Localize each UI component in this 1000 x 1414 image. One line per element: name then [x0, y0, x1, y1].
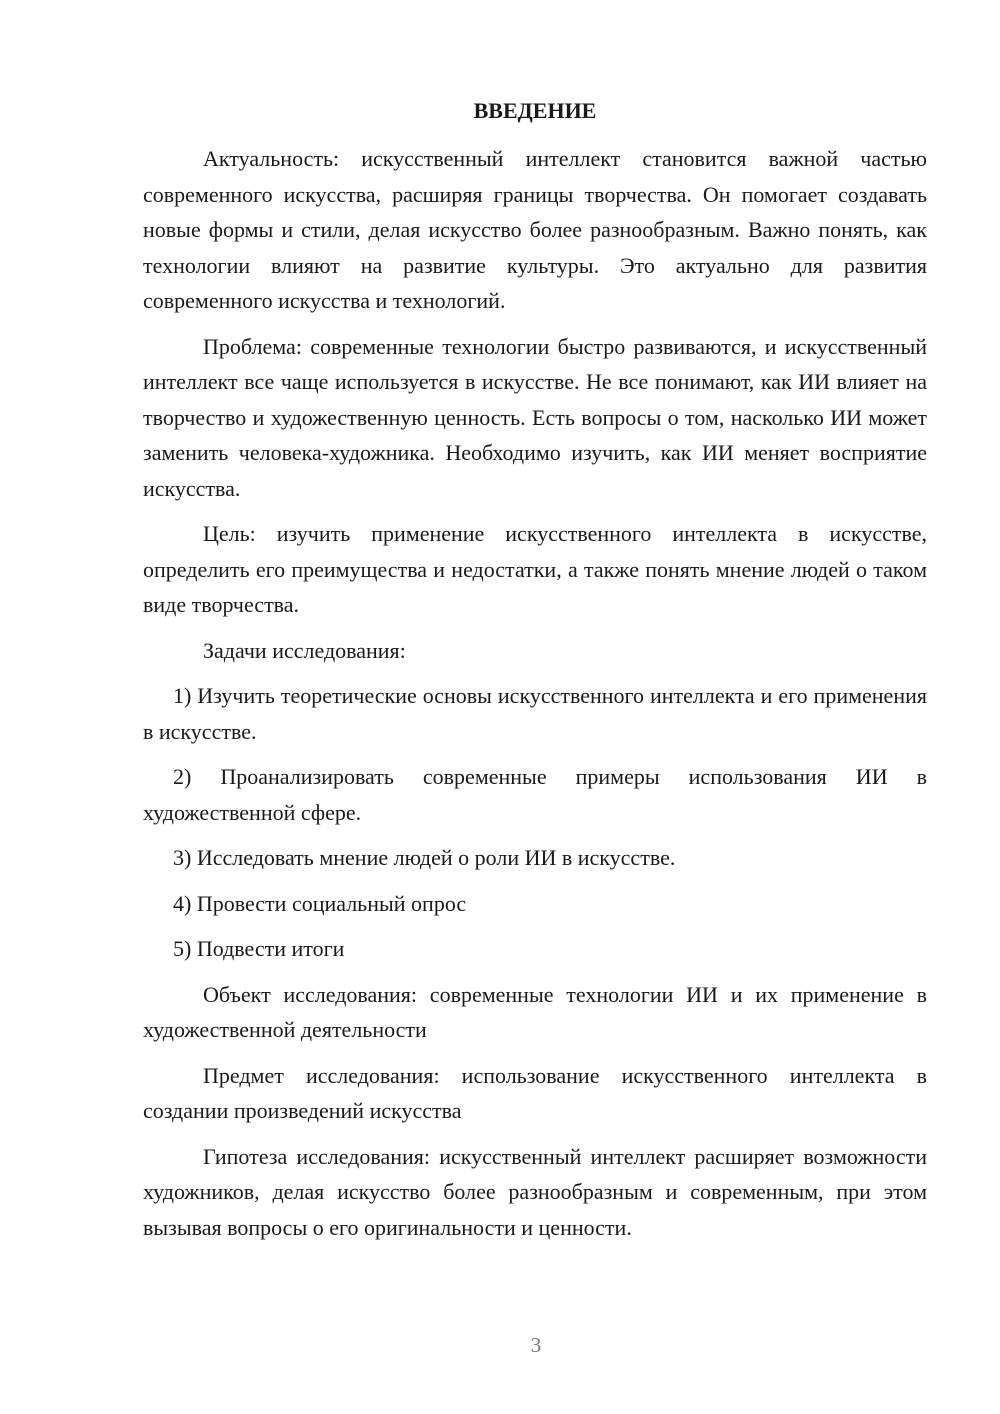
problem-paragraph: Проблема: современные технологии быстро развиваются, и искусственный интеллект все чаще используется в искусстве. Не все понимают, как ИИ влияет на творчество и художественную ценность. Есть вопросы о том, насколько ИИ может заменить человека-художника. Необходимо изучить, как ИИ меняет восприятие искусства.: [143, 333, 927, 501]
tasks-heading: Задачи исследования:: [203, 637, 406, 663]
task-item-3: 3) Исследовать мнение людей о роли ИИ в искусстве.: [173, 845, 676, 870]
goal-paragraph: Цель: изучить применение искусственного интеллекта в искусстве, определить его преимущества и недостатки, а также понять мнение людей о таком виде творчества.: [143, 521, 927, 617]
subject-paragraph: Предмет исследования: использование искусственного интеллекта в создании произведений искусства: [143, 1062, 927, 1123]
page-number: 3: [530, 1333, 542, 1357]
page-content: [143, 93, 927, 1255]
relevance-paragraph: Актуальность: искусственный интеллект становится важной частью современного искусства, расширяя границы творчества. Он помогает создавать новые формы и стили, делая искусство более разнообразным. Важно понять, как технологии влияют на развитие культуры. Это актуально для развития современного искусства и технологий.: [143, 146, 927, 313]
task-item-1: 1) Изучить теоретические основы искусственного интеллекта и его применения в искусстве.: [143, 683, 927, 744]
page-title: ВВЕДЕНИЕ: [473, 98, 597, 123]
task-item-4: 4) Провести социальный опрос: [173, 890, 467, 916]
hypothesis-paragraph: Гипотеза исследования: искусственный интеллект расширяет возможности художников, делая искусство более разнообразным и современным, при этом вызывая вопросы о его оригинальности и ценности.: [143, 1143, 927, 1240]
task-item-2: 2) Проанализировать современные примеры использования ИИ в художественной сфере.: [143, 764, 927, 825]
object-paragraph: Объект исследования: современные технологии ИИ и их применение в художественной деятельности: [143, 981, 927, 1042]
task-item-5: 5) Подвести итоги: [173, 936, 345, 961]
